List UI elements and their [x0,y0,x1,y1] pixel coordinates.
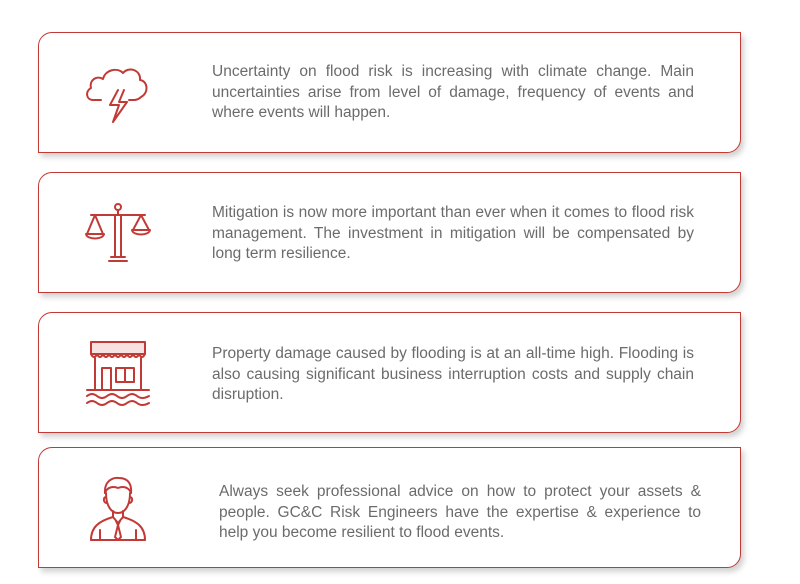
balance-scale-icon [83,198,153,268]
card-text: Property damage caused by flooding is at an all-time high. Flooding is also causing significant business interruption costs and supply chain disruption. [212,345,694,403]
storm-cloud-lightning-icon [83,58,153,128]
flooded-shop-icon [83,338,153,408]
info-card-property-damage [38,312,741,433]
card-text: Always seek professional advice on how to protect your assets & people. GC&C Risk Engineers have the expertise & experience to help you become resilient to flood events. [219,483,701,541]
info-card-flood-uncertainty [38,32,741,153]
info-card-professional-advice [38,447,741,568]
info-card-mitigation [38,172,741,293]
card-text: Mitigation is now more important than ever when it comes to flood risk management. The investment in mitigation will be compensated by long term resilience. [212,204,694,262]
businessman-advisor-icon [83,473,153,543]
card-text: Uncertainty on flood risk is increasing with climate change. Main uncertainties arise from level of damage, frequency of events and where events will happen. [212,63,694,121]
